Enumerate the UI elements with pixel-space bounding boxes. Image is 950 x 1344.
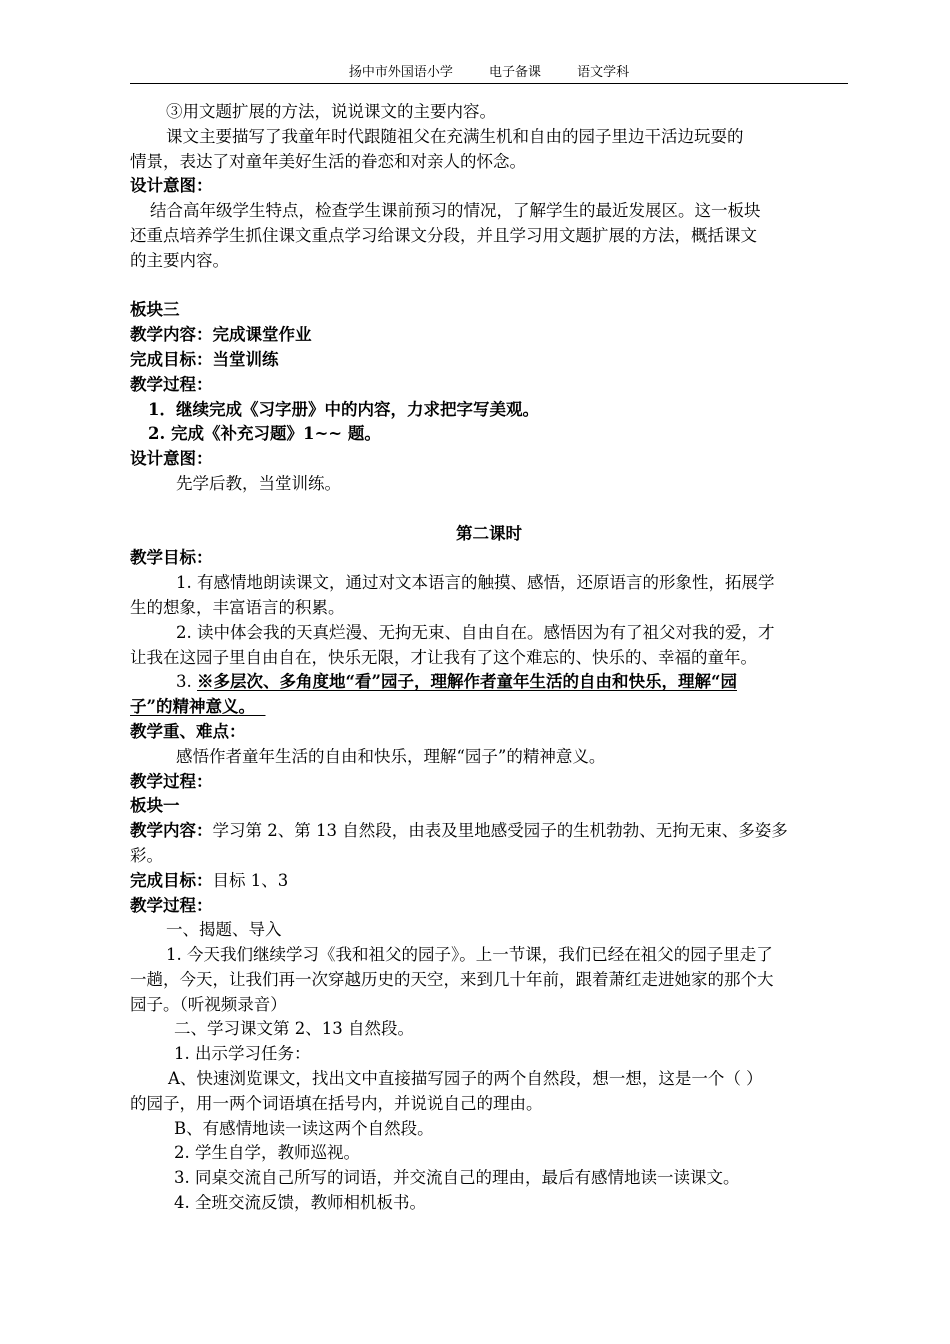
goal-text: 目标 1、3 [212, 870, 289, 890]
section-label: 设计意图： [130, 449, 213, 469]
text-line: 感悟作者童年生活的自由和快乐，理解“园子”的精神意义。 [176, 746, 606, 766]
completion-goal [130, 869, 848, 894]
process-label: 教学过程： [130, 374, 213, 394]
section-label: 教学目标： [130, 548, 213, 568]
block-title: 板块三 [130, 300, 180, 320]
content-text: 学习第 2、第 13 自然段，由表及里地感受园子的生机勃勃、无拘无束、多姿多 [212, 821, 788, 841]
text-line: 4. 全班交流反馈，教师相机板书。 [174, 1193, 426, 1213]
goal-line [130, 670, 848, 695]
section-label: 设计意图： [130, 176, 213, 196]
text-line: A、快速浏览课文，找出文中直接描写园子的两个自然段，想一想，这是一个（ ） [168, 1069, 763, 1089]
teaching-content [130, 819, 848, 844]
goal-line: 2. 读中体会我的天真烂漫、无拘无束、自由自在。感悟因为有了祖父对我的爱，才 [176, 622, 775, 642]
content-label: 教学内容： [130, 821, 213, 841]
step-heading: 一、揭题、导入 [166, 920, 282, 940]
text-line: 还重点培养学生抓住课文重点学习给课文分段，并且学习用文题扩展的方法，概括课文 [130, 225, 757, 245]
text-line: 结合高年级学生特点，检查学生课前预习的情况，了解学生的最近发展区。这一板块 [150, 201, 761, 221]
section-label: 教学重、难点： [130, 721, 246, 741]
list-item: 1．继续完成《习字册》中的内容，力求把字写美观。 [148, 399, 539, 419]
section-label: 教学过程： [130, 895, 213, 915]
header-school: 扬中市外国语小学 [348, 65, 453, 80]
text-line: 1. 今天我们继续学习《我和祖父的园子》。上一节课，我们已经在祖父的园子里走了 [166, 945, 773, 965]
goal-line: 生的想象，丰富语言的积累。 [130, 597, 345, 617]
text-line: B、有感情地读一读这两个自然段。 [174, 1118, 434, 1138]
lesson-title: 第二课时 [456, 523, 522, 543]
text-line: 园子。（听视频录音） [130, 994, 287, 1014]
header-type: 电子备课 [488, 65, 541, 80]
text-line: 一趟，今天，让我们再一次穿越历史的天空，来到几十年前，跟着萧红走进她家的那个大 [130, 969, 774, 989]
goal-line [130, 695, 848, 720]
text-line: 课文主要描写了我童年时代跟随祖父在充满生机和自由的园子里边干活边玩耍的 [166, 126, 744, 146]
text-line: 的园子，用一两个词语填在括号内，并说说自己的理由。 [130, 1093, 543, 1113]
text-line: 2. 学生自学，教师巡视。 [174, 1143, 360, 1163]
section-label: 教学过程： [130, 771, 213, 791]
text-line: 情景，表达了对童年美好生活的眷恋和对亲人的怀念。 [130, 151, 526, 171]
text-line: ③用文题扩展的方法，说说课文的主要内容。 [166, 102, 496, 121]
goal-line: 让我在这园子里自由自在，快乐无限，才让我有了这个难忘的、快乐的、幸福的童年。 [130, 647, 757, 667]
text-line: 先学后教，当堂训练。 [176, 473, 341, 493]
step-heading: 二、学习课文第 2、13 自然段。 [174, 1019, 414, 1039]
list-item: 2. 完成《补充习题》1~~ 题。 [148, 424, 381, 444]
goal-emphasis: 子”的精神意义。 [130, 697, 255, 717]
text-line: 1. 出示学习任务： [174, 1044, 311, 1064]
teaching-content: 教学内容：完成课堂作业 [130, 325, 312, 345]
text-line: 的主要内容。 [130, 250, 229, 270]
header-subject: 语文学科 [577, 65, 630, 80]
goal-label: 完成目标： [130, 870, 213, 890]
goal-number: 3. [176, 672, 197, 692]
page-header [130, 63, 848, 84]
goal-emphasis: ※多层次、多角度地“看”园子，理解作者童年生活的自由和快乐，理解“园 [197, 672, 737, 692]
text-line: 彩。 [130, 845, 163, 865]
block-title: 板块一 [130, 796, 180, 816]
goal-line: 1. 有感情地朗读课文，通过对文本语言的触摸、感悟，还原语言的形象性，拓展学 [176, 573, 775, 593]
document-body [130, 100, 848, 1216]
text-line: 3. 同桌交流自己所写的词语，并交流自己的理由，最后有感情地读一读课文。 [174, 1168, 740, 1188]
completion-goal: 完成目标：当堂训练 [130, 349, 279, 369]
